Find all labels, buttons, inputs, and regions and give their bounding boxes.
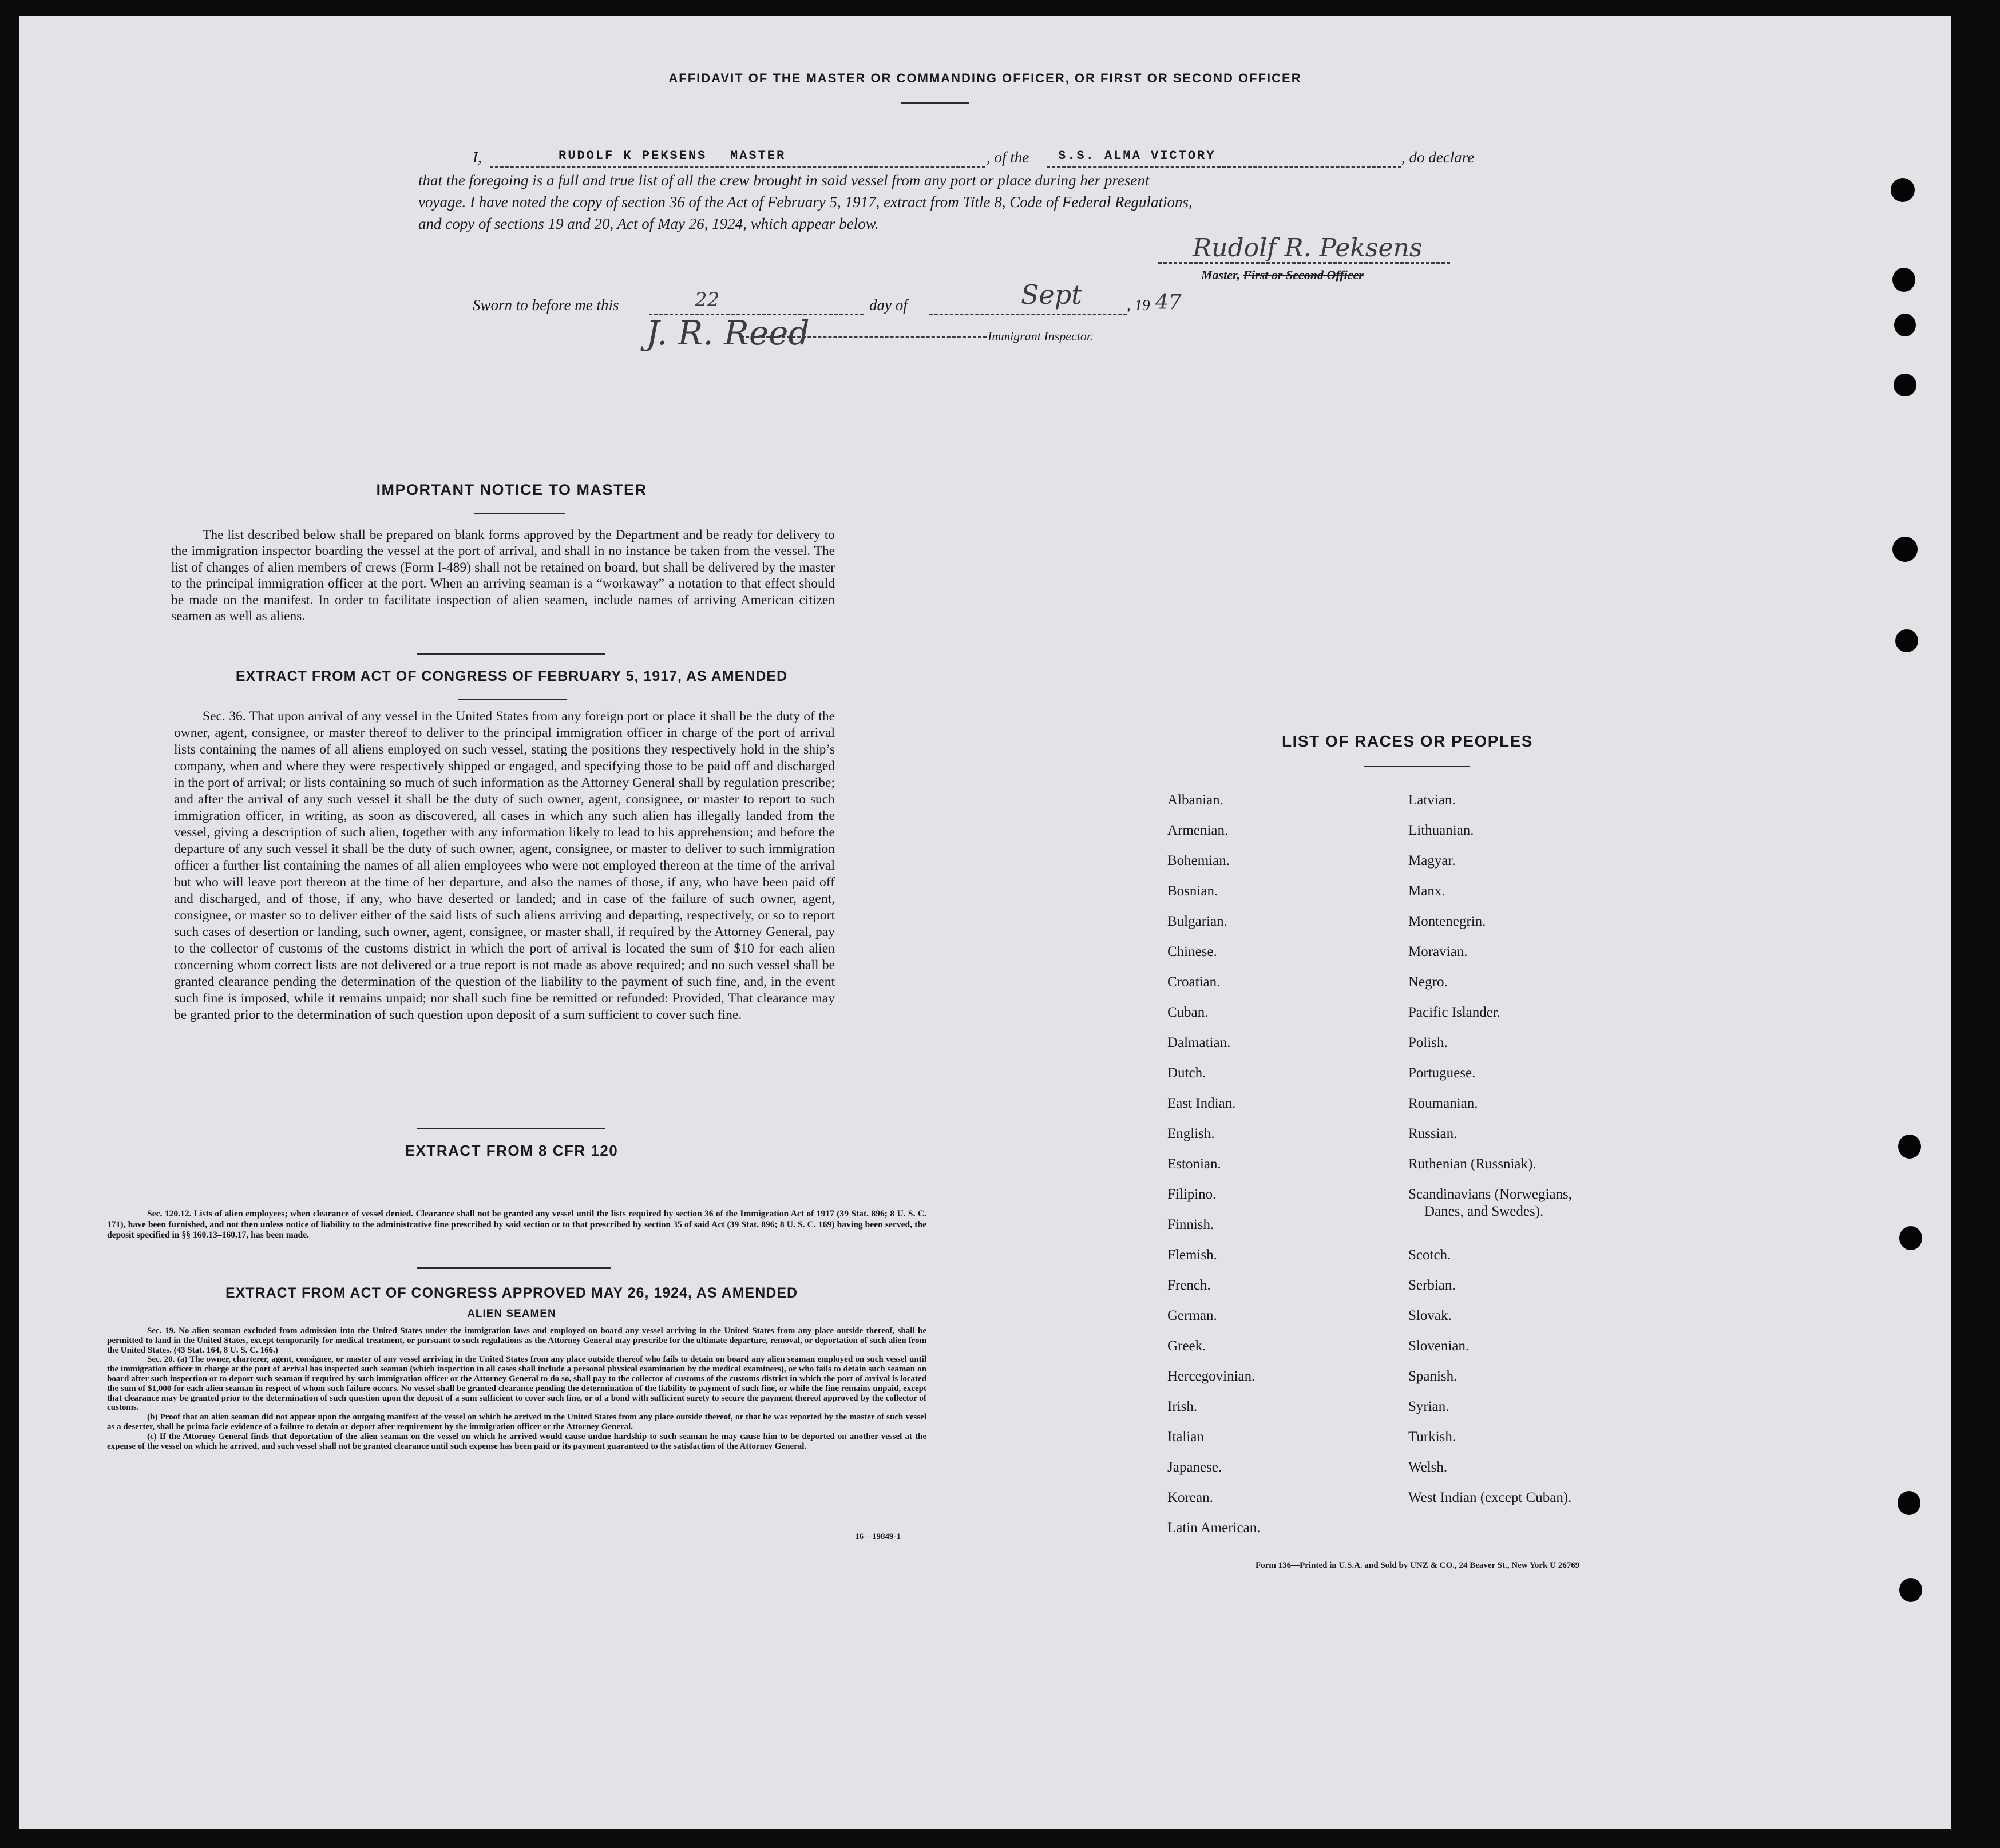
- race-right: Moravian.: [1408, 944, 1468, 959]
- extract-cfr-body: Sec. 120.12. Lists of alien employees; when clearance of vessel denied. Clearance shall not be granted any vessel until the lists required by section 36 of the Immigration Act of 1917 (39 Stat. 896; 8 U. S. C. 171), have been furnished, and not then unless notice of liability to the administrative fine prescribed by said section or to that prescribed by section 35 of said Act (39 Stat. 896; 8 U. S. C. 169) having been served, the deposit specified in §§ 160.13–160.17, has been made.: [107, 1209, 926, 1240]
- race-left: Korean.: [1167, 1490, 1213, 1505]
- extract-1917-body: Sec. 36. That upon arrival of any vessel in the United States from any foreign port or place it shall be the duty of the owner, agent, consignee, or master thereof to deliver to the principal immigration officer in charge of the port of arrival lists containing the names of all aliens employed on such vessel, stating the positions they respectively hold in the ship’s company, when and where they were respectively shipped or engaged, and specifying those to be paid off and discharged in the port of arrival; or lists containing so much of such information as the Attorney General shall by regulation prescribe; and after the arrival of any such vessel it shall be the duty of such owner, agent, consignee, or master to report to such immigration officer, in writing, as soon as discovered, all cases in which any such alien has illegally landed from the vessel, giving a description of such alien, together with any information likely to lead to his apprehension; and before the departure of any such vessel it shall be the duty of such owner, agent, consignee, or master to deliver to such immigration officer a further list containing the names of all alien employees who were not employed thereon at the time of the arrival but who will leave port thereon at the time of her departure, and also the names of those, if any, who have been paid off and discharged, and of those, if any, who have deserted or landed; and in case of the failure of such owner, agent, consignee, or master so to deliver either of the said lists of such aliens arriving and departing, respectively, or so to report such cases of desertion or landing, such owner, agent, consignee, or master shall, if required by the Attorney General, pay to the collector of customs of the customs district in which the port of arrival is located the sum of $10 for each alien concerning whom correct lists are not delivered or a true report is not made as above required; and no such vessel shall be granted clearance pending the determination of the question of the liability to the payment of such fine, and, in the event such fine is imposed, while it remains unpaid; nor shall such fine be remitted or refunded: Provided, That clearance may be granted prior to the determination of such question upon deposit of a sum sufficient to cover such fine.: [174, 709, 835, 1023]
- race-right: Roumanian.: [1408, 1096, 1478, 1111]
- inspector-caption: Immigrant Inspector.: [988, 329, 1094, 343]
- race-right: Negro.: [1408, 974, 1448, 990]
- race-right: West Indian (except Cuban).: [1408, 1490, 1572, 1505]
- sec-20a: Sec. 20. (a) The owner, charterer, agent, consignee, or master of any vessel arriving in the United States from any place outside thereof who fails to detain on board any alien seaman employed on such vessel until the immigration officer in charge at the port of arrival has inspected such seaman (which inspection in all cases shall include a personal physical examination by the medical examiners), or who fails to detain such seaman on board after such inspection or to deport such seaman if required by such immigration officer or the Attorney General to do so, shall pay to the collector of customs of the customs district in which the port of arrival is located the sum of $1,000 for each alien seaman in respect of whom such failure occurs. No vessel shall be granted clearance pending the determination of the liability to payment of such fine, or while the fine remains unpaid, except that clearance may be granted prior to the determination of such question upon the deposit of a sum sufficient to cover such fine, or of a bond with sufficient surety to secure the payment thereof approved by the collector of customs.: [107, 1355, 926, 1413]
- race-left: Albanian.: [1167, 792, 1223, 808]
- master-rank: MASTER: [730, 149, 786, 163]
- race-left: Dalmatian.: [1167, 1035, 1231, 1050]
- day-field: [649, 288, 864, 315]
- print-code: 16—19849-1: [855, 1532, 901, 1541]
- day-of-label: day of: [869, 296, 908, 314]
- race-right: Lithuanian.: [1408, 823, 1474, 838]
- master-name-field: [490, 149, 985, 168]
- master-caption: [1201, 268, 1364, 283]
- binder-hole: [1892, 537, 1918, 562]
- race-left: Filipino.: [1167, 1187, 1217, 1202]
- race-right: Scandinavians (Norwegians,: [1408, 1187, 1573, 1202]
- year-prefix: , 19: [1127, 296, 1150, 314]
- affidavit-title: AFFIDAVIT OF THE MASTER OR COMMANDING OFFICER, OR FIRST OR SECOND OFFICER: [668, 71, 1302, 85]
- race-left: Armenian.: [1167, 823, 1229, 838]
- binder-hole: [1898, 1135, 1921, 1159]
- race-right: Montenegrin.: [1408, 914, 1486, 929]
- vessel-name: S.S. ALMA VICTORY: [1058, 149, 1216, 163]
- section-divider-1: [417, 653, 605, 655]
- binder-hole: [1894, 374, 1916, 396]
- binder-hole: [1899, 1226, 1922, 1250]
- year-value: 47: [1155, 291, 1182, 314]
- notice-body: The list described below shall be prepared on blank forms approved by the Department and be ready for delivery to the immigration inspector boarding the vessel at the port of arrival, and shall in no instance be taken from the vessel. The list of changes of alien members of crews (Form I-489) shall not be retained on board, but shall be delivered by the master to the principal immigration officer at the port. When an arriving seaman is a “workaway” a notation to that effect should be made on the manifest. In order to facilitate inspection of alien seamen, include names of arriving American citizen seamen as well as aliens.: [171, 528, 835, 624]
- race-right: Pacific Islander.: [1408, 1005, 1501, 1020]
- race-left: Chinese.: [1167, 944, 1217, 959]
- race-left: Irish.: [1167, 1399, 1198, 1414]
- race-right: Serbian.: [1408, 1278, 1456, 1293]
- month-field: [929, 279, 1127, 315]
- title-divider: [901, 102, 969, 104]
- race-left: East Indian.: [1167, 1096, 1236, 1111]
- race-left: Estonian.: [1167, 1156, 1221, 1172]
- race-right: Slovenian.: [1408, 1338, 1470, 1354]
- sec-19: Sec. 19. No alien seaman excluded from admission into the United States under the immigration laws and employed on board any vessel arriving in the United States from any place outside thereof, shall be permitted to land in the United States, except temporarily for medical treatment, or pursuant to such regulations as the Attorney General may prescribe for the ultimate departure, removal, or deportation of such alien from the United States. (43 Stat. 164, 8 U. S. C. 166.): [107, 1326, 926, 1355]
- race-left: German.: [1167, 1308, 1217, 1323]
- race-left: French.: [1167, 1278, 1211, 1293]
- section-divider-3: [417, 1267, 611, 1269]
- race-left: Bulgarian.: [1167, 914, 1227, 929]
- race-right: Syrian.: [1408, 1399, 1449, 1414]
- binder-hole: [1898, 1491, 1920, 1515]
- day-value: 22: [695, 288, 720, 311]
- month-value: Sept: [1021, 279, 1082, 310]
- race-left: Italian: [1167, 1429, 1204, 1445]
- extract-1917-divider: [458, 699, 567, 700]
- race-right: Latvian.: [1408, 792, 1456, 808]
- extract-1917-title: EXTRACT FROM ACT OF CONGRESS OF FEBRUARY 5, 1917, AS AMENDED: [235, 668, 788, 684]
- extract-1924-body: [107, 1326, 926, 1451]
- extract-1924-subtitle: ALIEN SEAMEN: [467, 1308, 556, 1320]
- races-title: LIST OF RACES OR PEOPLES: [1282, 732, 1533, 750]
- of-the-label: , of the: [987, 149, 1029, 166]
- race-left: Croatian.: [1167, 974, 1221, 990]
- sec-20b: (b) Proof that an alien seaman did not appear upon the outgoing manifest of the vessel on which he arrived in the United States from any place outside thereof, or that he was reported by the master of such vessel as a deserter, shall be prima facie evidence of a failure to detain or deport after requirement by the immigration officer or the Attorney General.: [107, 1413, 926, 1431]
- race-right: Spanish.: [1408, 1369, 1458, 1384]
- race-right: Slovak.: [1408, 1308, 1452, 1323]
- race-right: Magyar.: [1408, 853, 1456, 869]
- race-right: Welsh.: [1408, 1460, 1448, 1475]
- binder-hole: [1895, 629, 1918, 652]
- sec-20c: (c) If the Attorney General finds that deportation of the alien seaman on the vessel on which he arrived would cause undue hardship to such seaman he may cause him to be deported on another vessel at the expense of the vessel on which he arrived, and such vessel shall not be granted clearance until such expense has been paid or its payment guaranteed to the satisfaction of the Attorney General.: [107, 1431, 926, 1451]
- races-divider: [1364, 766, 1470, 767]
- race-left: Latin American.: [1167, 1520, 1261, 1536]
- race-right: Scotch.: [1408, 1247, 1451, 1263]
- master-name: RUDOLF K PEKSENS: [559, 149, 707, 163]
- race-right: Turkish.: [1408, 1429, 1456, 1445]
- race-left: Greek.: [1167, 1338, 1206, 1354]
- master-signature: Rudolf R. Peksens: [1193, 233, 1423, 263]
- extract-cfr-title: EXTRACT FROM 8 CFR 120: [405, 1142, 619, 1159]
- extract-1924-title: EXTRACT FROM ACT OF CONGRESS APPROVED MAY 26, 1924, AS AMENDED: [225, 1285, 798, 1301]
- document-page: [19, 16, 1951, 1829]
- binder-hole: [1894, 314, 1916, 336]
- race-left: Japanese.: [1167, 1460, 1222, 1475]
- sworn-label: Sworn to before me this: [473, 296, 619, 314]
- do-declare-label: , do declare: [1401, 149, 1475, 166]
- binder-hole: [1892, 268, 1915, 292]
- race-left: Cuban.: [1167, 1005, 1209, 1020]
- master-caption-text: Master,: [1201, 268, 1240, 282]
- binder-hole: [1899, 1578, 1922, 1602]
- race-right: Ruthenian (Russniak).: [1408, 1156, 1536, 1172]
- binder-hole: [1891, 178, 1915, 202]
- signature-line: [1158, 262, 1450, 264]
- affidavit-i: I,: [473, 149, 482, 166]
- affidavit-line-2: that the foregoing is a full and true list of all the crew brought in said vessel from any port or place during her present: [418, 172, 1150, 189]
- race-left: Bosnian.: [1167, 883, 1218, 899]
- race-right: Manx.: [1408, 883, 1445, 899]
- struck-caption: First or Second Officer: [1243, 268, 1364, 282]
- race-left: Finnish.: [1167, 1217, 1214, 1232]
- race-left: Bohemian.: [1167, 853, 1230, 869]
- form-footer: Form 136—Printed in U.S.A. and Sold by UNZ & CO., 24 Beaver St., New York U 26769: [1256, 1561, 1580, 1570]
- affidavit-line-3: voyage. I have noted the copy of section 36 of the Act of February 5, 1917, extract from Title 8, Code of Federal Regulations,: [418, 193, 1193, 211]
- vessel-field: [1047, 149, 1401, 168]
- race-right: Danes, and Swedes).: [1424, 1204, 1544, 1219]
- section-divider-2: [417, 1128, 605, 1129]
- race-left: Dutch.: [1167, 1065, 1206, 1081]
- race-right: Russian.: [1408, 1126, 1458, 1141]
- notice-divider: [474, 513, 565, 514]
- inspector-signature: J. R. Reed: [646, 314, 810, 352]
- race-left: English.: [1167, 1126, 1215, 1141]
- race-left: Hercegovinian.: [1167, 1369, 1256, 1384]
- race-left: Flemish.: [1167, 1247, 1217, 1263]
- inspector-line: [740, 336, 987, 338]
- race-right: Polish.: [1408, 1035, 1448, 1050]
- notice-title: IMPORTANT NOTICE TO MASTER: [376, 481, 647, 498]
- race-right: Portuguese.: [1408, 1065, 1476, 1081]
- affidavit-line-4: and copy of sections 19 and 20, Act of May 26, 1924, which appear below.: [418, 215, 879, 232]
